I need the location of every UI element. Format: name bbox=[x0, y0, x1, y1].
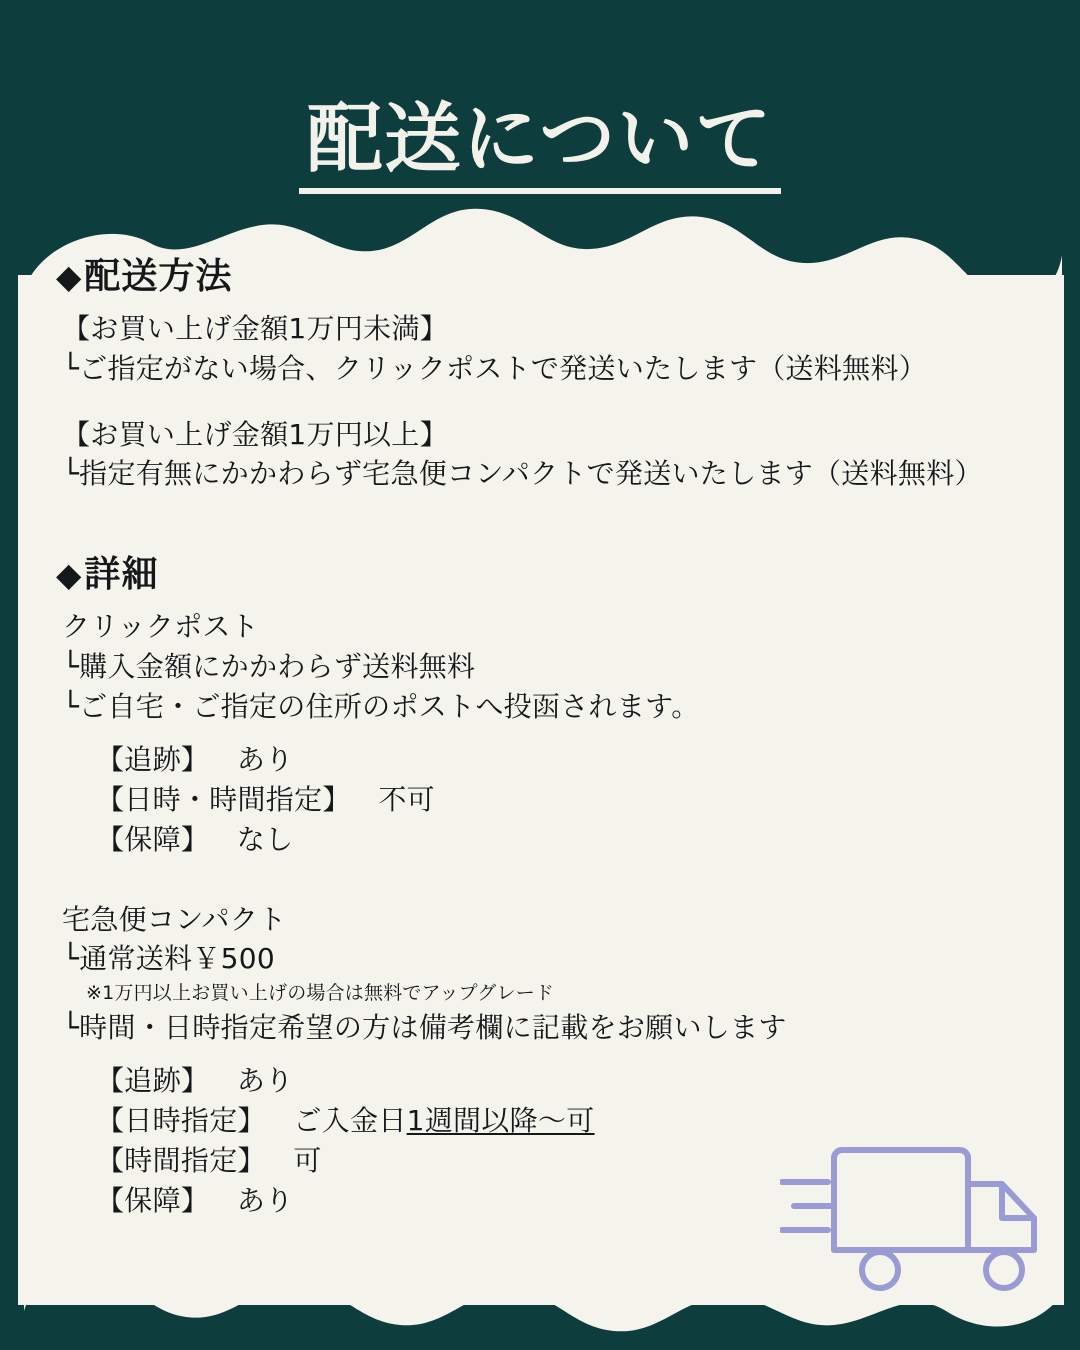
diamond-icon: ◆ bbox=[56, 257, 83, 296]
spec-value: あり bbox=[236, 1064, 294, 1098]
spacer bbox=[56, 886, 1046, 900]
section-heading-details bbox=[56, 546, 1046, 597]
spec-label: 【日時指定】 bbox=[96, 1104, 266, 1137]
method-group-under-10000 bbox=[56, 309, 1046, 389]
page-title-container bbox=[0, 44, 1080, 245]
spacer bbox=[56, 726, 1046, 740]
diamond-icon: ◆ bbox=[56, 555, 83, 594]
spec-label: 【保障】 bbox=[96, 1183, 210, 1217]
spec-label: 【追跡】 bbox=[96, 1064, 210, 1098]
method-note: ※1万円以上お買い上げの場合は無料でアップグレード bbox=[86, 982, 555, 1004]
method-name: クリックポスト bbox=[62, 610, 259, 643]
spec-value: ご入金日 bbox=[293, 1104, 407, 1137]
spec-label: 【保障】 bbox=[96, 822, 210, 856]
spec-label: 【追跡】 bbox=[96, 743, 210, 777]
spec-row bbox=[56, 820, 1046, 860]
group-title: 【お買い上げ金額1万円以上】 bbox=[62, 417, 449, 451]
spec-value: あり bbox=[236, 1183, 294, 1217]
spec-row bbox=[56, 780, 1046, 820]
spec-value-underlined: 1週間以降〜可 bbox=[406, 1104, 595, 1137]
method-bullet: └時間・日時指定希望の方は備考欄に記載をお願いします bbox=[62, 1010, 787, 1044]
spec-row bbox=[56, 740, 1046, 780]
spec-value: 可 bbox=[293, 1143, 322, 1177]
spec-value: あり bbox=[236, 743, 294, 777]
delivery-truck-icon bbox=[780, 1114, 1058, 1304]
method-name: 宅急便コンパクト bbox=[62, 902, 287, 936]
section-heading-shipping-method bbox=[56, 248, 1046, 299]
section-shipping-method bbox=[56, 248, 1046, 494]
spec-row bbox=[56, 1061, 1046, 1101]
group-detail: └ご指定がない場合、クリックポストで発送いたします（送料無料） bbox=[62, 351, 928, 385]
spec-label: 【時間指定】 bbox=[96, 1143, 266, 1177]
spacer bbox=[56, 1047, 1046, 1061]
spacer bbox=[56, 520, 1046, 546]
section-heading-text: 詳細 bbox=[84, 554, 159, 595]
group-title: 【お買い上げ金額1万円未満】 bbox=[62, 312, 449, 345]
method-bullet: └購入金額にかかわらず送料無料 bbox=[62, 649, 476, 683]
method-bullet: └通常送料￥500 bbox=[62, 942, 276, 976]
shipping-info-content bbox=[56, 248, 1046, 1246]
method-clickpost bbox=[56, 607, 1046, 860]
section-heading-text: 配送方法 bbox=[84, 256, 233, 297]
spec-label: 【日時・時間指定】 bbox=[96, 783, 351, 816]
page-title: 配送について bbox=[299, 95, 781, 194]
method-bullet: └ご自宅・ご指定の住所のポストへ投函されます。 bbox=[62, 689, 700, 723]
group-detail: └指定有無にかかわらず宅急便コンパクトで発送いたします（送料無料） bbox=[62, 457, 983, 491]
spec-value: なし bbox=[236, 822, 294, 856]
method-group-over-10000 bbox=[56, 415, 1046, 495]
spec-value: 不可 bbox=[378, 783, 435, 816]
